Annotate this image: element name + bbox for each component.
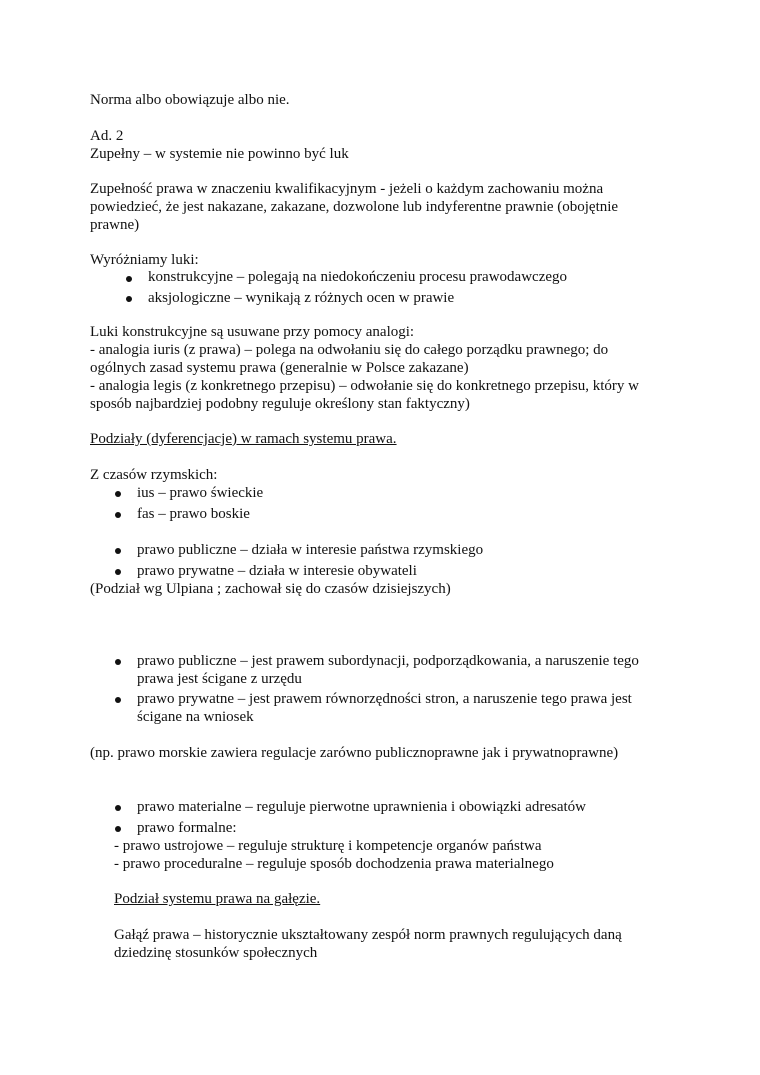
text-galaz-2: dziedzinę stosunków społecznych (114, 945, 318, 961)
text-zupelnosc-3: prawne) (90, 217, 140, 233)
heading-galezie: Podział systemu prawa na gałęzie. (114, 891, 321, 907)
text-analogia-4: - analogia legis (z konkretnego przepisu) – odwołanie się do konkretnego przepisu, który w (90, 378, 640, 394)
bullet-icon (115, 548, 121, 554)
bullet-icon (115, 491, 121, 497)
text-analogia-2: - analogia iuris (z prawa) – polega na odwołaniu się do całego porządku prawnego; do (90, 342, 609, 358)
text-ad2: Ad. 2 (90, 128, 124, 144)
bullet-icon (115, 697, 121, 703)
bullet-icon (115, 512, 121, 518)
text-analogia-3: ogólnych zasad systemu prawa (generalnie w Polsce zakazane) (90, 360, 469, 376)
bullet-icon (126, 276, 132, 282)
text-wyrozniamy: Wyróżniamy luki: (90, 252, 199, 268)
list-item-publiczne-2b: prawa jest ścigane z urzędu (137, 671, 302, 687)
list-item-prywatne: prawo prywatne – działa w interesie obywateli (137, 563, 417, 579)
text-ustrojowe: - prawo ustrojowe – reguluje strukturę i kompetencje organów państwa (114, 838, 542, 854)
list-item-fas: fas – prawo boskie (137, 506, 250, 522)
text-proceduralne: - prawo proceduralne – reguluje sposób dochodzenia prawa materialnego (114, 856, 554, 872)
text-galaz-1: Gałąź prawa – historycznie ukształtowany zespół norm prawnych regulujących daną (114, 927, 622, 943)
list-item-luki-2: aksjologiczne – wynikają z różnych ocen w prawie (148, 290, 455, 306)
list-item-publiczne-2a: prawo publiczne – jest prawem subordynacji, podporządkowania, a naruszenie tego (137, 653, 639, 669)
text-analogia-1: Luki konstrukcyjne są usuwane przy pomocy analogi: (90, 324, 415, 340)
bullet-icon (115, 805, 121, 811)
list-item-formalne: prawo formalne: (137, 820, 237, 836)
text-zupelnosc-2: powiedzieć, że jest nakazane, zakazane, dozwolone lub indyferentne prawnie (obojętnie (90, 199, 619, 215)
text-norma: Norma albo obowiązuje albo nie. (90, 92, 290, 108)
text-analogia-5: sposób najbardziej podobny reguluje określony stan faktyczny) (90, 396, 470, 412)
list-item-publiczne: prawo publiczne – działa w interesie państwa rzymskiego (137, 542, 484, 558)
list-item-prywatne-2a: prawo prywatne – jest prawem równorzędności stron, a naruszenie tego prawa jest (137, 691, 632, 707)
text-morskie: (np. prawo morskie zawiera regulacje zarówno publicznoprawne jak i prywatnoprawne) (90, 745, 619, 761)
heading-podzialy: Podziały (dyferencjacje) w ramach systemu prawa. (90, 431, 397, 447)
text-rzym: Z czasów rzymskich: (90, 467, 218, 483)
bullet-icon (126, 296, 132, 302)
bullet-icon (115, 659, 121, 665)
text-zupelny: Zupełny – w systemie nie powinno być luk (90, 146, 349, 162)
bullet-icon (115, 569, 121, 575)
list-item-luki-1: konstrukcyjne – polegają na niedokończeniu procesu prawodawczego (148, 269, 568, 285)
list-item-ius: ius – prawo świeckie (137, 485, 264, 501)
list-item-prywatne-2b: ścigane na wniosek (137, 709, 254, 725)
list-item-materialne: prawo materialne – reguluje pierwotne uprawnienia i obowiązki adresatów (137, 799, 586, 815)
text-ulpian: (Podział wg Ulpiana ; zachował się do czasów dzisiejszych) (90, 581, 451, 597)
bullet-icon (115, 826, 121, 832)
text-zupelnosc-1: Zupełność prawa w znaczeniu kwalifikacyjnym - jeżeli o każdym zachowaniu można (90, 181, 604, 197)
